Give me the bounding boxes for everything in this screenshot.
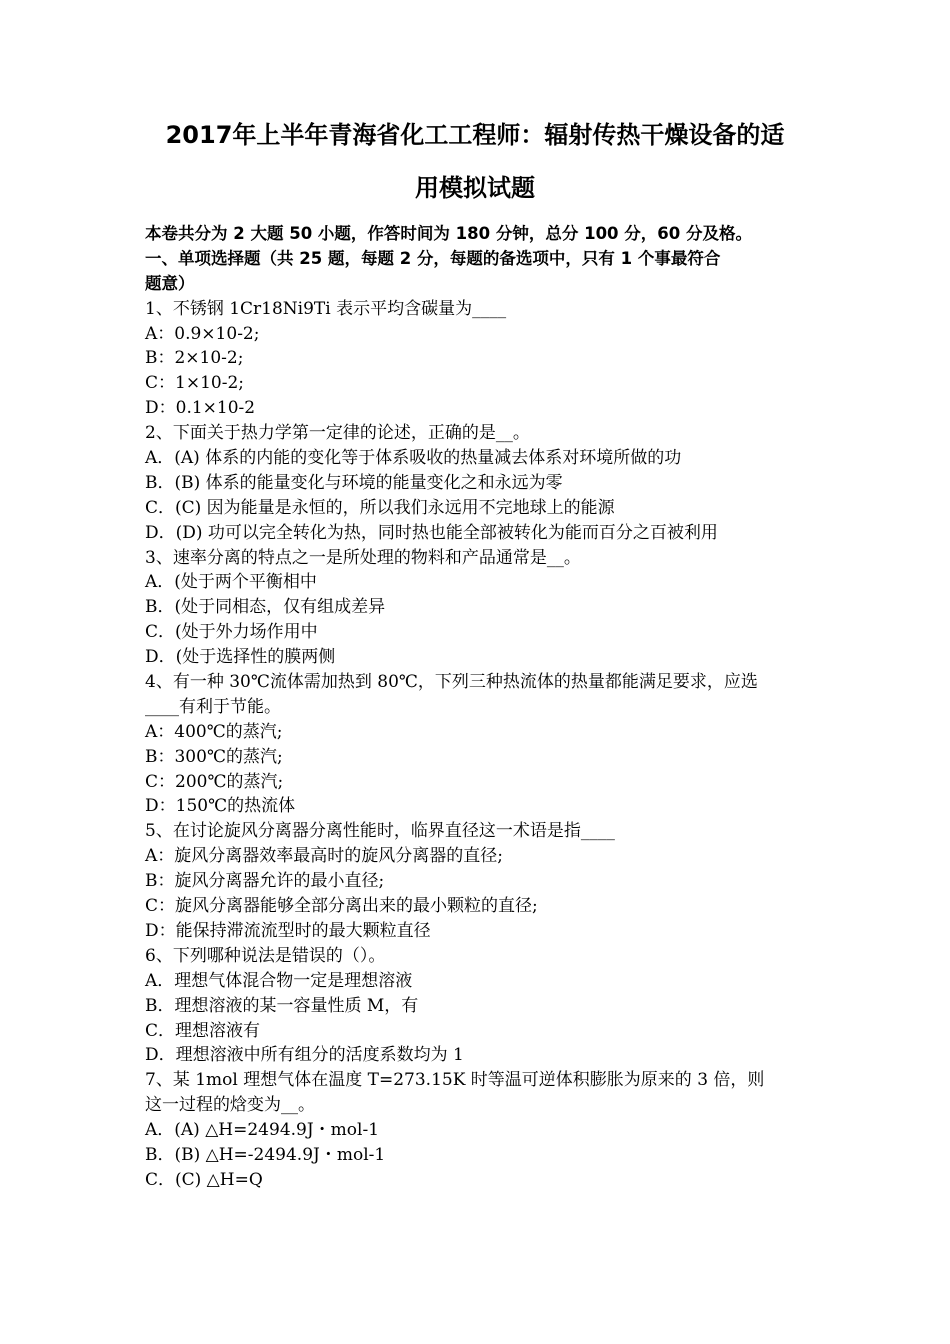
question-4-option-c: C：200℃的蒸汽; bbox=[145, 771, 284, 792]
question-6-stem: 6、下列哪种说法是错误的（）。 bbox=[145, 945, 386, 966]
question-7-stem-line-1: 7、某 1mol 理想气体在温度 T=273.15K 时等温可逆体积膨胀为原来的 3 倍，则 bbox=[145, 1070, 765, 1091]
question-6-option-c: C．理想溶液有 bbox=[145, 1020, 261, 1041]
question-1-option-a: A：0.9×10-2; bbox=[145, 323, 260, 344]
question-1-option-c: C：1×10-2; bbox=[145, 373, 244, 394]
question-5-option-a: A：旋风分离器效率最高时的旋风分离器的直径; bbox=[145, 846, 504, 867]
question-6-option-a: A．理想气体混合物一定是理想溶液 bbox=[145, 970, 413, 991]
exam-intro: 本卷共分为 2 大题 50 小题，作答时间为 180 分钟，总分 100 分，60 分及格。 bbox=[145, 224, 752, 243]
question-3-option-c: C．(处于外力场作用中 bbox=[145, 622, 318, 643]
document-title-line-2: 用模拟试题 bbox=[415, 174, 535, 202]
question-1-stem: 1、不锈钢 1Cr18Ni9Ti 表示平均含碳量为____ bbox=[145, 298, 507, 319]
question-2-stem: 2、下面关于热力学第一定律的论述，正确的是__。 bbox=[145, 423, 530, 444]
question-4-stem-line-2: ____有利于节能。 bbox=[145, 696, 281, 717]
question-3-stem: 3、速率分离的特点之一是所处理的物料和产品通常是__。 bbox=[145, 547, 581, 568]
question-5-option-d: D：能保持滞流流型时的最大颗粒直径 bbox=[145, 920, 431, 941]
question-7-option-a: A．(A) △H=2494.9J・mol-1 bbox=[145, 1120, 380, 1141]
question-4-option-b: B：300℃的蒸汽; bbox=[145, 746, 283, 767]
question-2-option-d: D．(D) 功可以完全转化为热，同时热也能全部被转化为能而百分之百被利用 bbox=[145, 522, 718, 543]
document-title-line-1: 2017年上半年青海省化工工程师：辐射传热干燥设备的适 bbox=[165, 121, 785, 149]
question-1-option-b: B：2×10-2; bbox=[145, 348, 244, 369]
question-7-option-c: C．(C) △H=Q bbox=[145, 1169, 263, 1190]
question-3-option-d: D．(处于选择性的膜两侧 bbox=[145, 647, 336, 668]
question-6-option-d: D．理想溶液中所有组分的活度系数均为 1 bbox=[145, 1045, 464, 1066]
section-heading-line-1: 一、单项选择题（共 25 题，每题 2 分，每题的备选项中，只有 1 个事最符合 bbox=[145, 248, 721, 268]
question-7-stem-line-2: 这一过程的焓变为__。 bbox=[145, 1095, 315, 1116]
question-6-option-b: B．理想溶液的某一容量性质 M，有 bbox=[145, 995, 419, 1016]
question-2-option-a: A．(A) 体系的内能的变化等于体系吸收的热量减去体系对环境所做的功 bbox=[145, 448, 682, 469]
question-3-option-b: B．(处于同相态，仅有组成差异 bbox=[145, 597, 386, 618]
question-4-option-d: D：150℃的热流体 bbox=[145, 796, 296, 817]
question-5-stem: 5、在讨论旋风分离器分离性能时，临界直径这一术语是指____ bbox=[145, 821, 615, 842]
question-4-option-a: A：400℃的蒸汽; bbox=[145, 721, 283, 742]
question-5-option-b: B：旋风分离器允许的最小直径; bbox=[145, 871, 385, 892]
question-2-option-b: B．(B) 体系的能量变化与环境的能量变化之和永远为零 bbox=[145, 472, 563, 493]
question-1-option-d: D：0.1×10-2 bbox=[145, 398, 256, 419]
question-4-stem-line-1: 4、有一种 30℃流体需加热到 80℃，下列三种热流体的热量都能满足要求，应选 bbox=[145, 672, 758, 693]
question-7-option-b: B．(B) △H=-2494.9J・mol-1 bbox=[145, 1144, 386, 1165]
question-2-option-c: C．(C) 因为能量是永恒的，所以我们永远用不完地球上的能源 bbox=[145, 497, 615, 518]
document-body bbox=[145, 222, 810, 1193]
question-3-option-a: A．(处于两个平衡相中 bbox=[145, 572, 317, 593]
question-5-option-c: C：旋风分离器能够全部分离出来的最小颗粒的直径; bbox=[145, 896, 538, 917]
section-heading-line-2: 题意） bbox=[145, 273, 195, 293]
